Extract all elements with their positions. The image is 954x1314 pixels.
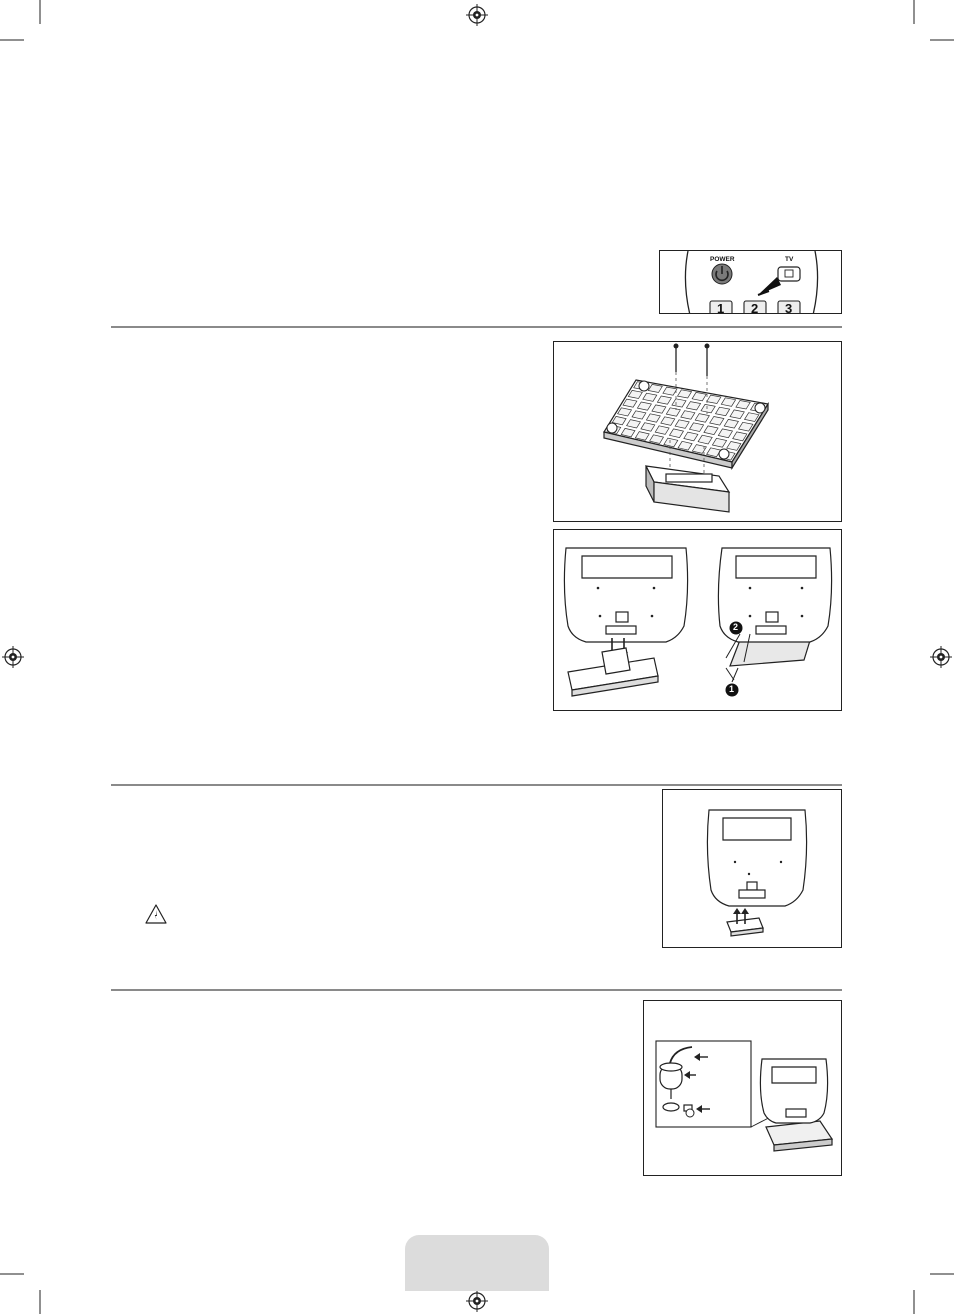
section-divider xyxy=(111,326,842,328)
stand-removal-illustration xyxy=(662,789,842,948)
key-3: 3 xyxy=(785,301,793,314)
registration-crosshair-icon xyxy=(466,1290,488,1312)
section-divider xyxy=(111,784,842,786)
registration-crosshair-icon xyxy=(2,646,24,668)
stand-attach-illustration xyxy=(553,529,842,711)
caution-triangle-icon xyxy=(145,904,167,924)
kensington-lock-illustration xyxy=(643,1000,842,1176)
tv-label: TV xyxy=(785,256,794,263)
key-1: 1 xyxy=(717,301,725,314)
registration-crosshair-icon xyxy=(466,4,488,26)
section-divider xyxy=(111,989,842,991)
page-number-tab xyxy=(405,1235,549,1291)
remote-illustration xyxy=(659,250,842,314)
callout-one: 1 xyxy=(729,684,735,694)
key-2: 2 xyxy=(751,301,759,314)
callout-two: 2 xyxy=(733,622,739,632)
power-label: POWER xyxy=(710,256,735,263)
registration-crosshair-icon xyxy=(930,646,952,668)
stand-guide-assembly-illustration xyxy=(553,341,842,522)
